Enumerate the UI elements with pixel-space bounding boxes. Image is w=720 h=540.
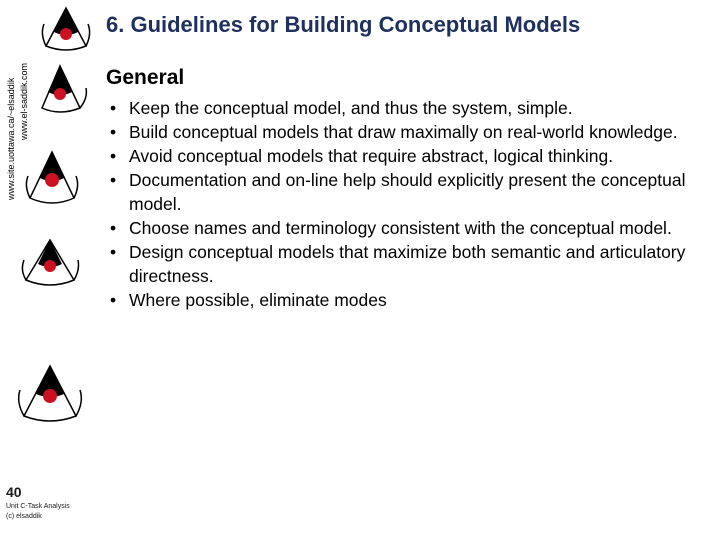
sidebar-url-1: www.site.uottawa.ca/~elsaddik	[6, 77, 16, 200]
bullet-text: Build conceptual models that draw maximally on real-world knowledge.	[129, 122, 678, 142]
bullet-text: Documentation and on-line help should explicitly present the conceptual model.	[129, 170, 686, 214]
bullet-dot-icon: •	[110, 290, 117, 310]
duke-mascot-icon	[34, 62, 90, 118]
bullet-text: Where possible, eliminate modes	[129, 290, 387, 310]
page-title: 6. Guidelines for Building Conceptual Models	[106, 12, 581, 37]
bullet-dot-icon: •	[110, 122, 117, 142]
bullet-text: Keep the conceptual model, and thus the system, simple.	[129, 98, 573, 118]
duke-mascot-icon	[22, 146, 82, 214]
bullet-text: Avoid conceptual models that require abstract, logical thinking.	[129, 146, 614, 166]
bullet-dot-icon: •	[110, 98, 117, 118]
duke-mascot-icon	[20, 236, 82, 294]
bullet-text: Choose names and terminology consistent with the conceptual model.	[129, 218, 672, 238]
section-heading: General	[106, 66, 185, 89]
footer-line-2: (c) elsaddik	[6, 513, 42, 520]
list-item	[108, 96, 708, 120]
bullet-list	[108, 96, 708, 312]
sidebar	[0, 0, 100, 540]
list-item	[108, 144, 708, 168]
bullet-text: Design conceptual models that maximize both semantic and articulatory directness.	[129, 242, 686, 286]
list-item	[108, 120, 708, 144]
bullet-dot-icon: •	[110, 170, 117, 190]
bullet-dot-icon: •	[110, 218, 117, 238]
footer-line-1: Unit C-Task Analysis	[6, 503, 70, 510]
sidebar-url-2: www.el-saddik.com	[19, 62, 29, 140]
list-item	[108, 168, 708, 216]
list-item	[108, 240, 708, 288]
page-number: 40	[6, 484, 22, 500]
duke-mascot-icon	[14, 360, 86, 430]
bullet-dot-icon: •	[110, 146, 117, 166]
list-item	[108, 288, 708, 312]
list-item	[108, 216, 708, 240]
duke-mascot-icon	[38, 4, 94, 56]
footer-text	[6, 502, 70, 522]
bullet-dot-icon: •	[110, 242, 117, 262]
